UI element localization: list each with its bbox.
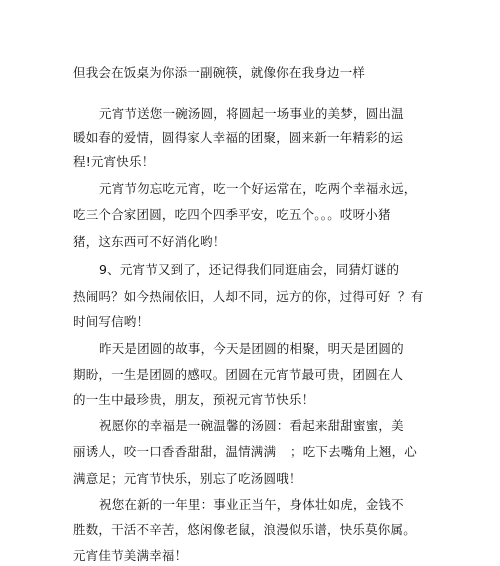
text-line: 元宵节送您一碗汤圆，将圆起一场事业的美梦，圆出温 — [99, 106, 404, 121]
text-line: 期盼，一生是团圆的感叹。团圆在元宵节最可贵，团圆在人 — [73, 367, 404, 382]
text-line: 暖如春的爱情，圆得家人幸福的团聚，圆来新一年精彩的运 — [73, 130, 404, 145]
text-line: 程!元宵快乐！ — [73, 154, 155, 169]
text-line: 时间写信哟！ — [73, 314, 150, 329]
text-line: 元宵佳节美满幸福！ — [73, 548, 188, 563]
text-line: 的一生中最珍贵，朋友，预祝元宵节快乐！ — [73, 392, 315, 407]
text-line: ；吃下去嘴角上翘，心 — [290, 444, 418, 459]
text-line: 昨天是团圆的故事，今天是团圆的相聚，明天是团圆的 — [99, 341, 404, 356]
text-line: 元宵节勿忘吃元宵，吃一个好运常在，吃两个幸福永远， — [99, 181, 417, 196]
text-line: 祝您在新的一年里：事业正当午，身体壮如虎，金钱不 — [99, 497, 404, 512]
text-line: 吃三个合家团圆，吃四个四季平安，吃五个。。。哎呀小猪 — [73, 207, 391, 222]
text-line: 祝愿你的幸福是一碗温馨的汤圆：看起来甜甜蜜蜜，美 — [99, 418, 404, 433]
text-line: 满意足；元宵节快乐，别忘了吃汤圆哦！ — [73, 471, 302, 486]
text-line: 9、元宵节又到了，还记得我们同逛庙会，同猜灯谜的 — [99, 262, 400, 277]
text-line: 胜数，干活不辛苦，悠闲像老鼠，浪漫似乐谱，快乐莫你属。 — [73, 522, 416, 537]
text-line: 但我会在饭桌为你添一副碗筷，就像你在我身边一样 — [73, 65, 366, 80]
text-line: ？有 — [398, 289, 424, 304]
text-line: 丽诱人，咬一口香香甜甜，温情满满 — [73, 444, 277, 459]
text-line: 热闹吗？如今热闹依旧，人却不同，远方的你，过得可好 — [73, 289, 391, 304]
text-line: 猪，这东西可不好消化哟！ — [73, 234, 226, 249]
